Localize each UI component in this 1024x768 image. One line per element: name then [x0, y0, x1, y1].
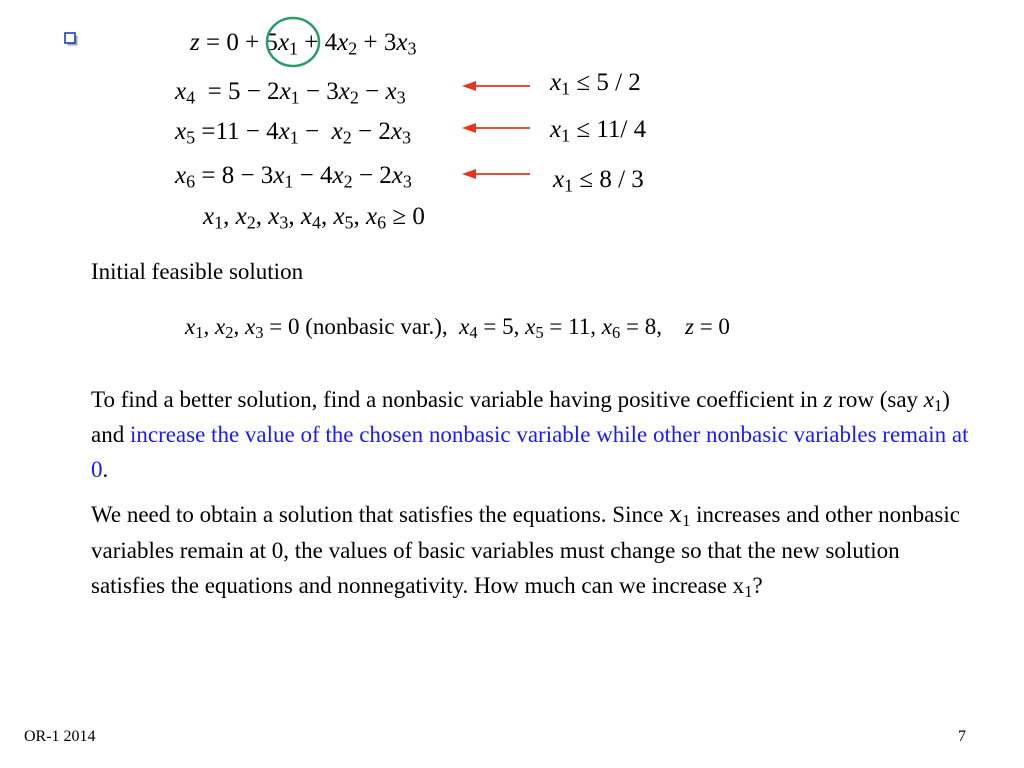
initial-solution-values: $x_1$, $x_2$, $x_3 = 0$ (nonbasic var.), $x_4 = 5$, $x_5 = 11$, $x_6 = 8$, z = 0	[185, 314, 730, 343]
left-arrow-icon	[460, 166, 532, 182]
equation-row-x5: $x_5 =11 - 4x_1 - x_2 - 2x_3$	[175, 118, 411, 148]
footer-course-label: OR-1 2014	[24, 728, 96, 745]
z-row-equation: $z = 0 + 5x_1 + 4x_2 + 3x_3$	[190, 29, 417, 59]
circle-highlight-icon	[263, 14, 323, 70]
nonnegativity-constraint: $x_1$, $x_2$, $x_3$, $x_4$, $x_5$, $x_6 \ge 0$	[203, 203, 425, 233]
equation-row-x6: $x_6 = 8 - 3x_1 - 4x_2 - 2x_3$	[175, 162, 412, 192]
page-number: 7	[958, 728, 966, 745]
ratio-test-x4: $x_1 \le 5 / 2$	[550, 69, 641, 99]
left-arrow-icon	[460, 78, 532, 94]
initial-solution-heading: Initial feasible solution	[91, 259, 304, 284]
ratio-test-x5: $x_1 \le 11/$ 4	[550, 116, 647, 146]
left-arrow-icon	[460, 120, 532, 136]
ratio-test-x6: $x_1 \le 8 / 3$	[553, 166, 644, 196]
paragraph-better-solution: To find a better solution, find a nonbasic variable having positive coefficient in z row (say $x_1$) and increase the value of the chosen nonbasic variable while other nonbasic variables remain at 0.	[91, 387, 969, 482]
paragraph-increase-x1: We need to obtain a solution that satisfies the equations. Since $x_1$ increases and other nonbasic variables remain at 0, the values of basic variables must change so that the new solution satisfies the equations and nonnegativity. How much can we increase $x_1$?	[91, 502, 960, 602]
checkbox-bullet-icon	[64, 32, 79, 47]
equation-row-x4: $x_4 = 5 - 2x_1 - 3x_2 - x_3$	[175, 78, 406, 108]
highlighted-instruction: increase the value of the chosen nonbasic variable while other nonbasic variables remain at 0	[91, 422, 969, 482]
